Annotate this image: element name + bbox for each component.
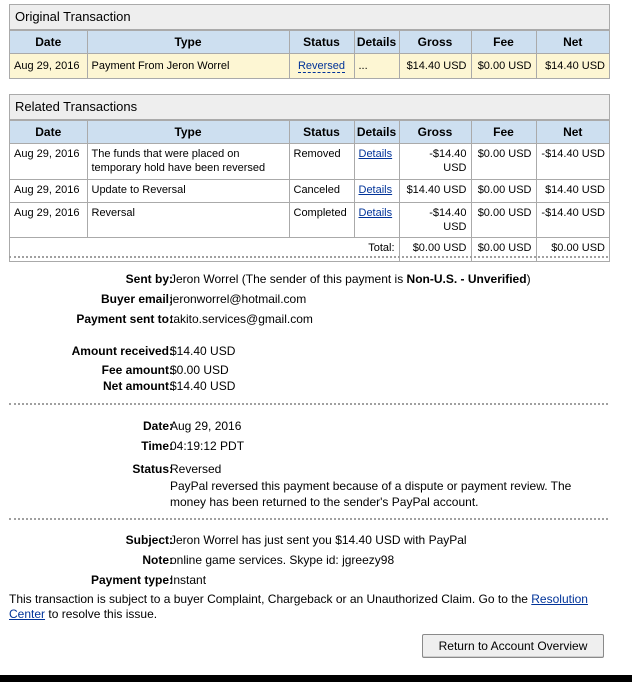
- table-row: [10, 203, 609, 238]
- total-label: Total:: [10, 238, 399, 261]
- date-value: Aug 29, 2016: [170, 419, 242, 433]
- net-amount-row: [9, 378, 609, 394]
- cell-type: Payment From Jeron Worrel: [87, 54, 289, 78]
- bottom-edge-bar: [0, 675, 632, 682]
- col-header-net: Net: [536, 121, 609, 144]
- cell-fee: $0.00 USD: [471, 180, 536, 203]
- col-header-details: Details: [354, 31, 399, 54]
- cell-fee: $0.00 USD: [471, 54, 536, 78]
- date-row: [9, 418, 609, 434]
- note-row: [9, 552, 609, 568]
- cell-details[interactable]: ...: [354, 54, 399, 78]
- status-note: PayPal reversed this payment because of a dispute or payment review. The money has been returned to the sender's PayPal account.: [170, 479, 572, 509]
- sender-verification-status: Non-U.S. - Unverified: [406, 272, 527, 286]
- time-row: [9, 438, 609, 454]
- col-header-gross: Gross: [399, 121, 471, 144]
- net-amount-value: $14.40 USD: [170, 379, 236, 393]
- cell-net: $14.40 USD: [536, 54, 609, 78]
- col-header-type: Type: [87, 121, 289, 144]
- details-link[interactable]: Details: [358, 184, 393, 196]
- cell-gross: -$14.40 USD: [399, 203, 471, 238]
- status-row: [9, 461, 609, 477]
- buyer-email-label: Buyer email:: [100, 292, 173, 306]
- amount-received-label: Amount received:: [71, 344, 173, 358]
- cell-fee: $0.00 USD: [471, 144, 536, 180]
- cell-status: Canceled: [289, 180, 354, 203]
- col-header-date: Date: [10, 121, 87, 144]
- sent-by-label: Sent by:: [125, 272, 173, 286]
- fee-amount-label: Fee amount:: [101, 363, 173, 377]
- subject-label: Subject:: [125, 533, 173, 547]
- col-header-date: Date: [10, 31, 87, 54]
- cell-details: [354, 180, 399, 203]
- cell-gross: -$14.40 USD: [399, 144, 471, 180]
- sender-note-prefix: (The sender of this payment is: [238, 272, 407, 286]
- details-link[interactable]: Details: [358, 207, 393, 219]
- buyer-email-value: jeronworrel@hotmail.com: [170, 292, 307, 306]
- status-reversed-link[interactable]: Reversed: [297, 60, 346, 72]
- payment-type-label: Payment type:: [90, 573, 173, 587]
- table-row: [10, 144, 609, 180]
- cell-date: Aug 29, 2016: [10, 203, 87, 238]
- date-label: Date:: [142, 419, 173, 433]
- cell-status: [289, 54, 354, 78]
- table-header-row: [10, 121, 609, 144]
- cell-fee: $0.00 USD: [471, 203, 536, 238]
- cell-type: Reversal: [87, 203, 289, 238]
- resolution-center-link[interactable]: Resolution Center: [9, 592, 588, 621]
- cell-date: Aug 29, 2016: [10, 54, 87, 78]
- sent-by-row: [9, 271, 609, 287]
- table-row: [10, 180, 609, 203]
- sender-name: Jeron Worrel: [170, 272, 239, 286]
- buyer-email-row: [9, 291, 609, 307]
- time-label: Time:: [141, 439, 173, 453]
- notice-text-after: to resolve this issue.: [45, 607, 158, 621]
- sent-by-value: [170, 271, 531, 287]
- col-header-fee: Fee: [471, 31, 536, 54]
- cell-net: $14.40 USD: [536, 180, 609, 203]
- return-to-account-overview-button[interactable]: Return to Account Overview: [422, 634, 604, 658]
- payment-type-value: Instant: [170, 573, 207, 587]
- status-value: Reversed: [170, 462, 222, 476]
- col-header-details: Details: [354, 121, 399, 144]
- status-label: Status:: [132, 462, 173, 476]
- payment-sent-to-label: Payment sent to:: [76, 312, 173, 326]
- section-divider: [9, 518, 608, 520]
- total-gross: $0.00 USD: [399, 238, 471, 261]
- cell-details: [354, 144, 399, 180]
- section-divider: [9, 403, 608, 405]
- cell-gross: $14.40 USD: [399, 180, 471, 203]
- cell-net: -$14.40 USD: [536, 144, 609, 180]
- table-header-row: [10, 31, 609, 54]
- note-label: Note:: [142, 553, 173, 567]
- original-transaction-table: [10, 30, 609, 78]
- col-header-status: Status: [289, 121, 354, 144]
- related-transactions-table: [10, 120, 609, 261]
- dispute-notice: [9, 592, 609, 622]
- cell-date: Aug 29, 2016: [10, 180, 87, 203]
- original-transaction-title: Original Transaction: [10, 5, 609, 30]
- section-divider: [9, 256, 608, 258]
- payment-type-row: [9, 572, 609, 588]
- table-row: [10, 54, 609, 78]
- details-link[interactable]: Details: [358, 148, 393, 160]
- col-header-net: Net: [536, 31, 609, 54]
- cell-date: Aug 29, 2016: [10, 144, 87, 180]
- col-header-gross: Gross: [399, 31, 471, 54]
- amount-received-row: [9, 343, 609, 359]
- related-transactions-title: Related Transactions: [10, 95, 609, 120]
- cell-details: [354, 203, 399, 238]
- original-transaction-panel: [9, 4, 610, 79]
- amount-received-value: $14.40 USD: [170, 344, 236, 358]
- cell-type: Update to Reversal: [87, 180, 289, 203]
- cell-status: Removed: [289, 144, 354, 180]
- cell-net: -$14.40 USD: [536, 203, 609, 238]
- total-fee: $0.00 USD: [471, 238, 536, 261]
- payment-sent-to-row: [9, 311, 609, 327]
- subject-row: [9, 532, 609, 548]
- cell-type: The funds that were placed on temporary hold have been reversed: [87, 144, 289, 180]
- cell-status: Completed: [289, 203, 354, 238]
- net-amount-label: Net amount:: [103, 379, 173, 393]
- total-net: $0.00 USD: [536, 238, 609, 261]
- fee-amount-row: [9, 362, 609, 378]
- fee-amount-value: $0.00 USD: [170, 363, 229, 377]
- col-header-status: Status: [289, 31, 354, 54]
- sender-note-suffix: ): [526, 272, 531, 286]
- related-transactions-panel: [9, 94, 610, 262]
- note-value: online game services. Skype id: jgreezy98: [170, 553, 395, 567]
- cell-gross: $14.40 USD: [399, 54, 471, 78]
- payment-sent-to-value: takito.services@gmail.com: [170, 312, 313, 326]
- subject-value: Jeron Worrel has just sent you $14.40 USD with PayPal: [170, 533, 467, 547]
- notice-text-before: This transaction is subject to a buyer Complaint, Chargeback or an Unauthorized Claim. Go to the: [9, 592, 532, 606]
- col-header-type: Type: [87, 31, 289, 54]
- col-header-fee: Fee: [471, 121, 536, 144]
- time-value: 04:19:12 PDT: [170, 439, 245, 453]
